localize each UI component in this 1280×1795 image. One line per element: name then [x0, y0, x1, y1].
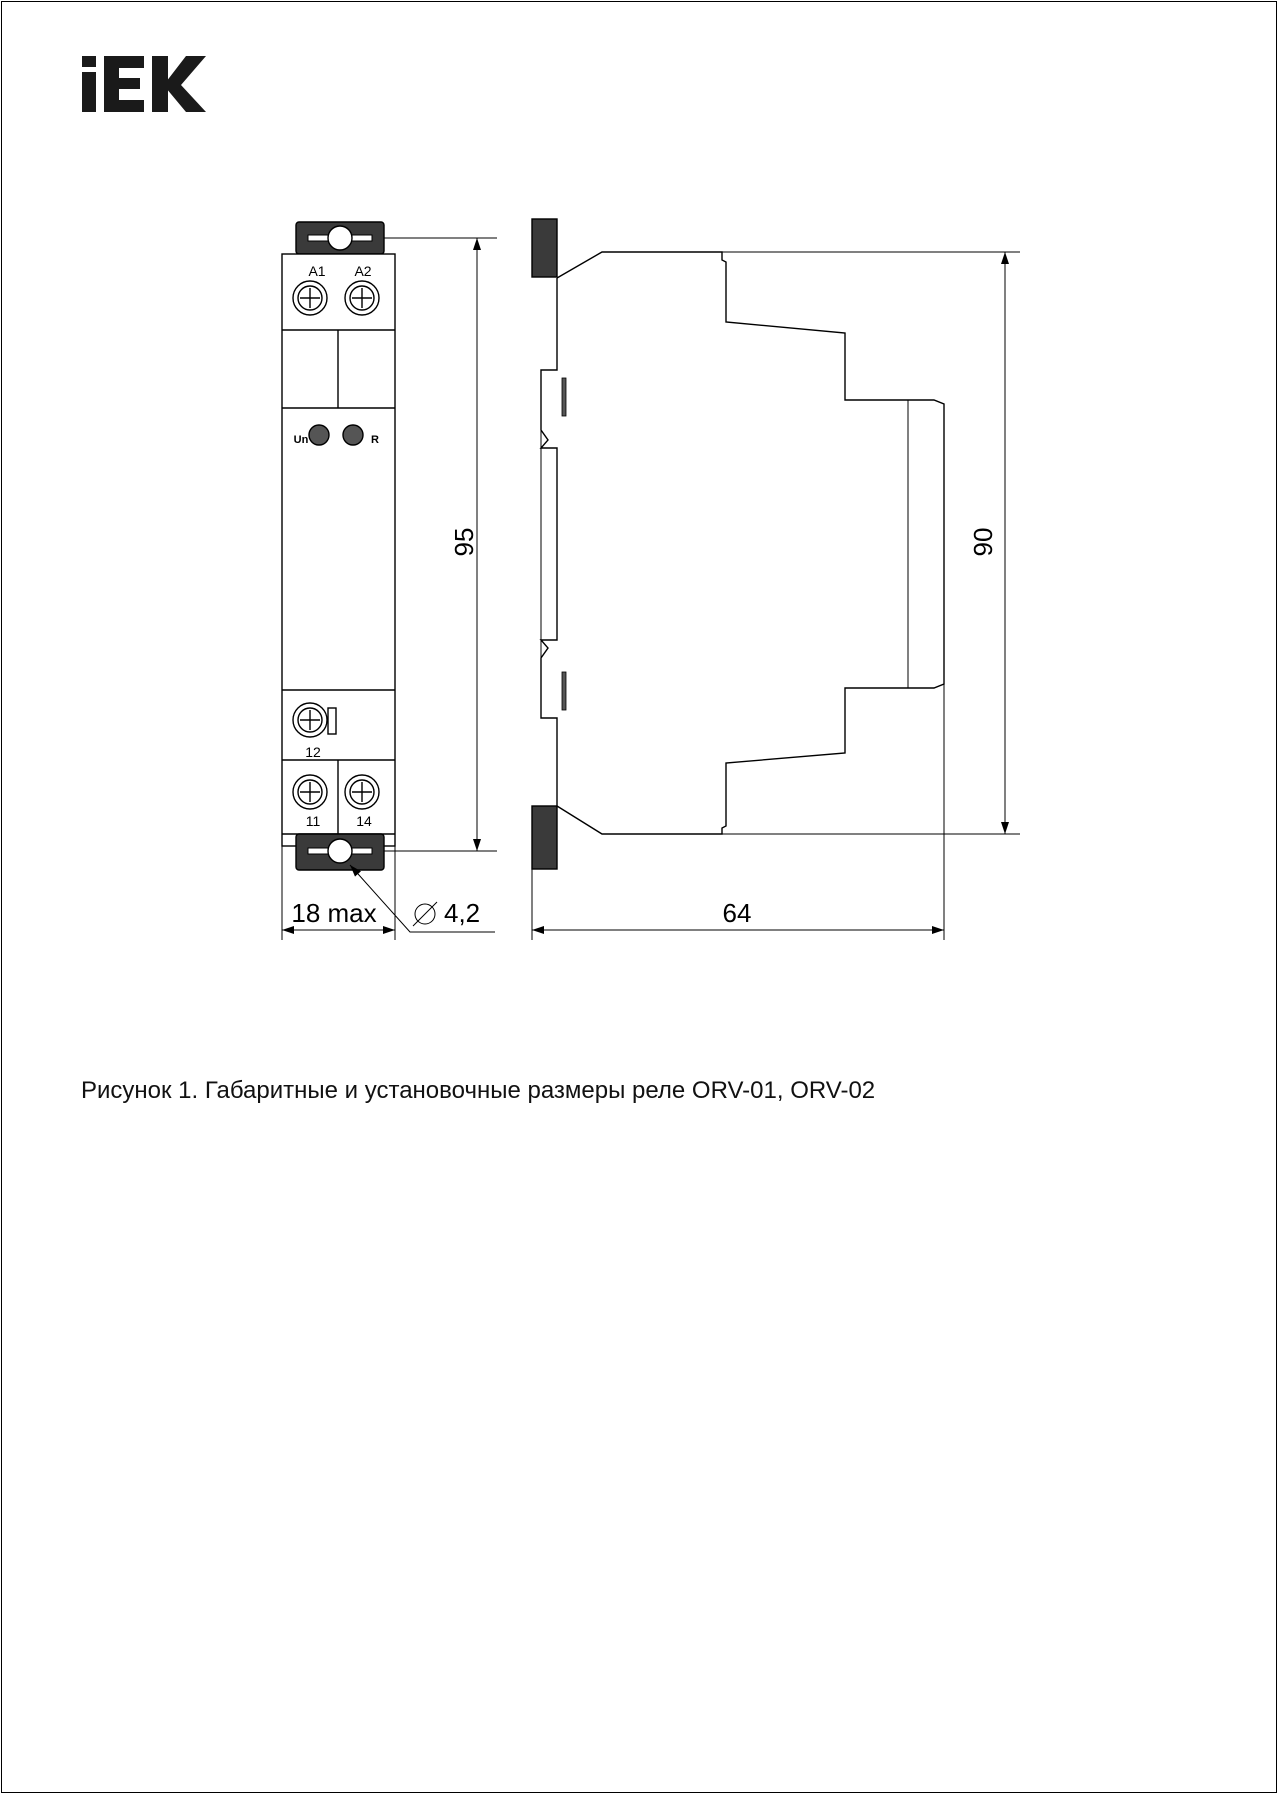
terminal-screw-11 — [293, 775, 327, 809]
indicator-label-r: R — [371, 434, 379, 446]
side-body-outline — [557, 252, 944, 834]
front-view — [282, 222, 395, 870]
terminal-screw-14 — [345, 775, 379, 809]
din-clip-bottom — [532, 806, 557, 869]
terminal-screw-a2 — [345, 281, 379, 315]
r-indicator-led — [343, 425, 363, 445]
terminal-label-a2: A2 — [354, 263, 372, 279]
figure-caption: Рисунок 1. Габаритные и установочные размеры реле ORV-01, ORV-02 — [81, 1077, 876, 1104]
dimension-label-64: 64 — [722, 898, 752, 928]
terminal-label-a1: A1 — [308, 263, 326, 279]
terminal-screw-12 — [293, 703, 336, 737]
indicator-label-un: Un — [293, 434, 309, 446]
dimension-label-90: 90 — [968, 527, 998, 557]
terminal-screw-a1 — [293, 281, 327, 315]
terminal-label-14: 14 — [356, 813, 372, 829]
dimension-label-18-max: 18 max — [291, 898, 377, 928]
din-clip-top — [532, 219, 557, 277]
un-indicator-led — [309, 425, 329, 445]
terminal-label-11: 11 — [305, 813, 321, 829]
dimension-label-hole-diameter: 4,2 — [444, 898, 481, 928]
side-view — [532, 219, 944, 869]
terminal-label-12: 12 — [305, 744, 321, 760]
dimension-label-95: 95 — [449, 527, 479, 557]
